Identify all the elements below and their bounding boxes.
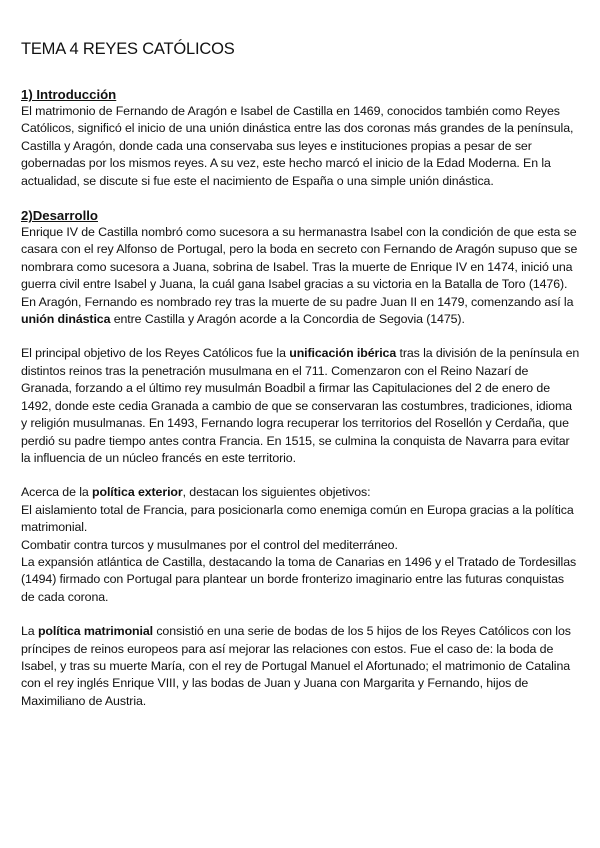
text-run: Enrique IV de Castilla nombró como sucesora a su hermanastra Isabel con la condición de que esta se casara con el rey Alfonso de Portugal, pero la boda en secreto con Fernando de Aragón supuso que se nombrara como sucesora a Juana, sobrina de Isabel. Tras la muerte de Enrique IV en 1474, inició una guerra civil entre Isabel y Juana, la cuál gana Isabel gracias a su victoria en la Batalla de Toro (1476). En Aragón, Fernando es nombrado rey tras la muerte de su padre Juan II en 1479, comenzando así la <box>21 225 578 309</box>
bold-term-unificacion-iberica: unificación ibérica <box>289 346 397 361</box>
paragraph-sucesion <box>21 224 580 328</box>
section-heading-introduccion: 1) Introducción <box>21 87 117 102</box>
paragraph-unificacion <box>21 345 580 467</box>
objective-aislamiento-francia: El aislamiento total de Francia, para posicionarla como enemiga común en Europa gracias a la política matrimonial. <box>21 502 574 535</box>
paragraph-politica-matrimonial <box>21 623 580 710</box>
objective-combatir-turcos: Combatir contra turcos y musulmanes por el control del mediterráneo. <box>21 537 398 552</box>
text-run: tras la división de la península en distintos reinos tras la penetración musulmana en el 711. Comenzaron con el Reino Nazarí de Granada, forzando a el último rey musulmán Boadbil a firmar las Capitulaciones del 2 de enero de 1492, donde este cedia Granada a cambio de que se conservaran las costumbres, tradiciones, idioma y religión musulmanas. En 1493, Fernando logra recuperar los territorios del Rosellón y Cerdaña, que perdió su padre tiempo antes contra Francia. En 1515, se culmina la conquista de Navarra para evitar la influencia de un núcleo francés en este territorio. <box>21 346 580 465</box>
section-heading-desarrollo: 2)Desarrollo <box>21 208 98 224</box>
text-run: consistió en una serie de bodas de los 5 hijos de los Reyes Católicos con los príncipes de reinos europeos para así mejorar las relaciones con estos. Fue el caso de: la boda de Isabel, y tras su muerte María, con el rey de Portugal Manuel el Afortunado; el matrimonio de Catalina con el rey inglés Enrique VIII, y las bodas de Juan y Juana con Margarita y Fernando, hijos de Maximiliano de Austria. <box>21 624 571 708</box>
text-run: El principal objetivo de los Reyes Católicos fue la <box>21 346 290 361</box>
text-run: , destacan los siguientes objetivos: <box>182 485 371 500</box>
paragraph-introduccion: El matrimonio de Fernando de Aragón e Isabel de Castilla en 1469, conocidos también como Reyes Católicos, significó el inicio de una unión dinástica entre las dos coronas más grandes de la península, Castilla y Aragón, donde cada una conservaba sus leyes e instituciones propias a pesar de ser gobernadas por los mismos reyes. A su vez, este hecho marcó el inicio de la Edad Moderna. En la actualidad, se discute si fue este el nacimiento de España o una simple unión dinástica. <box>21 104 574 188</box>
paragraph-politica-exterior-intro <box>21 484 580 501</box>
bold-term-politica-matrimonial: política matrimonial <box>37 624 153 639</box>
text-run: Acerca de la <box>21 485 93 500</box>
bold-term-politica-exterior: política exterior <box>92 485 183 500</box>
objective-expansion-atlantica: La expansión atlántica de Castilla, destacando la toma de Canarias en 1496 y el Tratado de Tordesillas (1494) firmado con Portugal para plantear un borde fronterizo imaginario entre las futuras conquistas de cada corona. <box>21 554 577 604</box>
text-run: entre Castilla y Aragón acorde a la Concordia de Segovia (1475). <box>110 312 465 327</box>
text-run: La <box>21 624 38 639</box>
document-title: TEMA 4 REYES CATÓLICOS <box>21 40 235 58</box>
bold-term-union-dinastica: unión dinástica <box>21 312 111 327</box>
